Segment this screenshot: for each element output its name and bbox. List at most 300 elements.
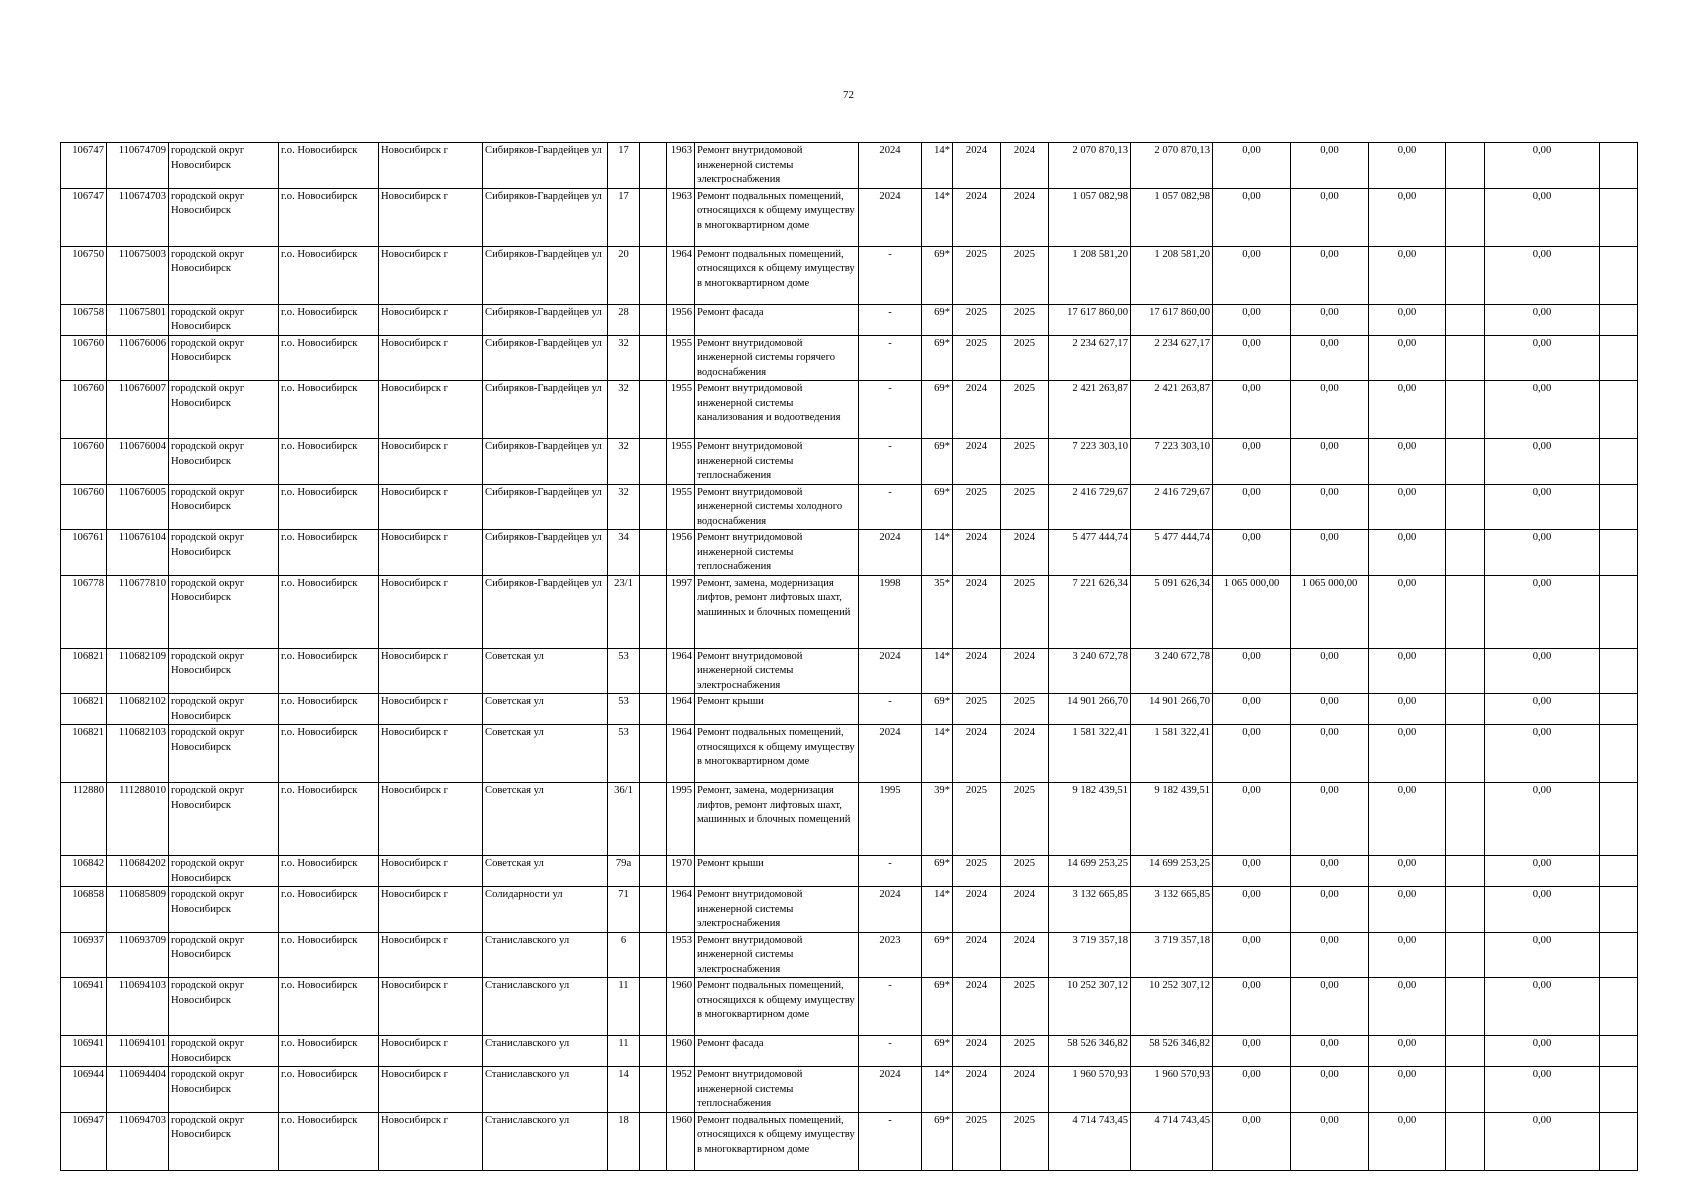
cell-street: Советская ул: [483, 694, 608, 725]
cell-year-built: 1955: [667, 335, 695, 381]
cell-plan-start: 2024: [953, 530, 1001, 576]
cell-work-type: Ремонт подвальных помещений, относящихся к общему имуществу в многоквартирном доме: [695, 1112, 859, 1170]
cell-municipality: г.о. Новосибирск: [279, 439, 379, 485]
cell-object-id: 110676007: [107, 381, 169, 439]
cell-house-number: 36/1: [608, 783, 640, 856]
cell-wear-percent: 69*: [922, 694, 953, 725]
cell-building: [640, 978, 667, 1036]
cell-year-overhaul: 2024: [859, 1067, 922, 1113]
cell-subsidy-local: 0,00: [1369, 335, 1446, 381]
cell-plan-start: 2025: [953, 335, 1001, 381]
cell-subsidy-federal: 0,00: [1213, 1036, 1291, 1067]
cell-subsidy-local: 0,00: [1369, 932, 1446, 978]
cell-district: городской округ Новосибирск: [169, 1036, 279, 1067]
cell-wear-percent: 69*: [922, 381, 953, 439]
cell-work-type: Ремонт внутридомовой инженерной системы горячего водоснабжения: [695, 335, 859, 381]
cell-fund-amount: 14 699 253,25: [1131, 856, 1213, 887]
cell-plan-start: 2025: [953, 1112, 1001, 1170]
cell-house-id: 106947: [61, 1112, 107, 1170]
cell-note: [1600, 575, 1638, 648]
table-row: [61, 1067, 1638, 1113]
cell-plan-start: 2025: [953, 484, 1001, 530]
cell-owners-funds: 0,00: [1485, 694, 1600, 725]
cell-subsidy-federal: 0,00: [1213, 856, 1291, 887]
cell-house-number: 17: [608, 143, 640, 189]
cell-fund-amount: 9 182 439,51: [1131, 783, 1213, 856]
cell-fund-amount: 1 057 082,98: [1131, 188, 1213, 246]
cell-reserve: [1446, 783, 1485, 856]
cell-subsidy-federal: 0,00: [1213, 381, 1291, 439]
cell-owners-funds: 0,00: [1485, 783, 1600, 856]
cell-building: [640, 1036, 667, 1067]
cell-owners-funds: 0,00: [1485, 648, 1600, 694]
table-row: [61, 143, 1638, 189]
table-row: [61, 648, 1638, 694]
cell-reserve: [1446, 725, 1485, 783]
cell-reserve: [1446, 335, 1485, 381]
cell-house-number: 6: [608, 932, 640, 978]
cell-owners-funds: 0,00: [1485, 188, 1600, 246]
cell-plan-end: 2024: [1001, 188, 1049, 246]
cell-house-number: 14: [608, 1067, 640, 1113]
cell-plan-end: 2025: [1001, 575, 1049, 648]
cell-district: городской округ Новосибирск: [169, 978, 279, 1036]
cell-year-built: 1964: [667, 648, 695, 694]
cell-city: Новосибирск г: [379, 1067, 483, 1113]
cell-municipality: г.о. Новосибирск: [279, 1036, 379, 1067]
repair-program-table: [60, 142, 1638, 1171]
cell-reserve: [1446, 246, 1485, 304]
cell-reserve: [1446, 484, 1485, 530]
cell-year-overhaul: 2024: [859, 725, 922, 783]
cell-wear-percent: 69*: [922, 304, 953, 335]
cell-subsidy-regional: 0,00: [1291, 1036, 1369, 1067]
cell-owners-funds: 0,00: [1485, 143, 1600, 189]
cell-house-number: 32: [608, 484, 640, 530]
cell-total-cost: 1 581 322,41: [1049, 725, 1131, 783]
cell-object-id: 110676104: [107, 530, 169, 576]
cell-subsidy-local: 0,00: [1369, 575, 1446, 648]
cell-building: [640, 887, 667, 933]
table-row: [61, 439, 1638, 485]
cell-fund-amount: 5 091 626,34: [1131, 575, 1213, 648]
cell-subsidy-regional: 0,00: [1291, 381, 1369, 439]
cell-subsidy-regional: 0,00: [1291, 856, 1369, 887]
cell-plan-start: 2025: [953, 246, 1001, 304]
cell-plan-end: 2025: [1001, 978, 1049, 1036]
cell-work-type: Ремонт внутридомовой инженерной системы теплоснабжения: [695, 530, 859, 576]
table-row: [61, 381, 1638, 439]
cell-object-id: 110694101: [107, 1036, 169, 1067]
cell-owners-funds: 0,00: [1485, 1067, 1600, 1113]
cell-plan-end: 2024: [1001, 725, 1049, 783]
cell-object-id: 110675801: [107, 304, 169, 335]
cell-plan-end: 2025: [1001, 783, 1049, 856]
cell-city: Новосибирск г: [379, 381, 483, 439]
cell-note: [1600, 304, 1638, 335]
cell-building: [640, 1112, 667, 1170]
cell-plan-start: 2025: [953, 694, 1001, 725]
cell-plan-end: 2025: [1001, 335, 1049, 381]
cell-fund-amount: 14 901 266,70: [1131, 694, 1213, 725]
cell-reserve: [1446, 530, 1485, 576]
cell-year-overhaul: -: [859, 439, 922, 485]
cell-city: Новосибирск г: [379, 530, 483, 576]
cell-subsidy-local: 0,00: [1369, 856, 1446, 887]
cell-house-number: 53: [608, 725, 640, 783]
cell-municipality: г.о. Новосибирск: [279, 856, 379, 887]
cell-object-id: 110684202: [107, 856, 169, 887]
cell-plan-start: 2024: [953, 575, 1001, 648]
cell-year-built: 1953: [667, 932, 695, 978]
cell-plan-end: 2025: [1001, 246, 1049, 304]
cell-city: Новосибирск г: [379, 978, 483, 1036]
cell-year-overhaul: 1995: [859, 783, 922, 856]
cell-city: Новосибирск г: [379, 1112, 483, 1170]
cell-work-type: Ремонт фасада: [695, 304, 859, 335]
cell-year-built: 1970: [667, 856, 695, 887]
cell-year-built: 1960: [667, 1036, 695, 1067]
cell-house-number: 23/1: [608, 575, 640, 648]
cell-subsidy-federal: 0,00: [1213, 648, 1291, 694]
cell-year-overhaul: -: [859, 381, 922, 439]
cell-district: городской округ Новосибирск: [169, 530, 279, 576]
cell-subsidy-regional: 0,00: [1291, 1067, 1369, 1113]
cell-wear-percent: 14*: [922, 725, 953, 783]
cell-total-cost: 5 477 444,74: [1049, 530, 1131, 576]
cell-street: Сибиряков-Гвардейцев ул: [483, 381, 608, 439]
cell-house-number: 53: [608, 648, 640, 694]
cell-plan-end: 2024: [1001, 530, 1049, 576]
cell-municipality: г.о. Новосибирск: [279, 530, 379, 576]
cell-work-type: Ремонт подвальных помещений, относящихся к общему имуществу в многоквартирном доме: [695, 978, 859, 1036]
cell-subsidy-federal: 0,00: [1213, 978, 1291, 1036]
cell-wear-percent: 69*: [922, 978, 953, 1036]
cell-plan-end: 2025: [1001, 1112, 1049, 1170]
cell-subsidy-local: 0,00: [1369, 725, 1446, 783]
cell-subsidy-local: 0,00: [1369, 978, 1446, 1036]
cell-owners-funds: 0,00: [1485, 887, 1600, 933]
cell-wear-percent: 35*: [922, 575, 953, 648]
cell-reserve: [1446, 1036, 1485, 1067]
cell-note: [1600, 335, 1638, 381]
cell-owners-funds: 0,00: [1485, 304, 1600, 335]
cell-city: Новосибирск г: [379, 694, 483, 725]
cell-plan-end: 2025: [1001, 694, 1049, 725]
cell-note: [1600, 530, 1638, 576]
cell-year-built: 1964: [667, 246, 695, 304]
cell-fund-amount: 2 234 627,17: [1131, 335, 1213, 381]
table-row: [61, 783, 1638, 856]
cell-subsidy-federal: 0,00: [1213, 439, 1291, 485]
cell-object-id: 110685809: [107, 887, 169, 933]
cell-year-built: 1956: [667, 530, 695, 576]
table-body: [61, 143, 1638, 1171]
cell-city: Новосибирск г: [379, 783, 483, 856]
cell-work-type: Ремонт внутридомовой инженерной системы холодного водоснабжения: [695, 484, 859, 530]
cell-building: [640, 1067, 667, 1113]
cell-fund-amount: 5 477 444,74: [1131, 530, 1213, 576]
cell-year-overhaul: 2024: [859, 530, 922, 576]
cell-district: городской округ Новосибирск: [169, 381, 279, 439]
cell-house-id: 106858: [61, 887, 107, 933]
cell-object-id: 110674703: [107, 188, 169, 246]
cell-reserve: [1446, 439, 1485, 485]
cell-plan-end: 2025: [1001, 856, 1049, 887]
cell-house-id: 106778: [61, 575, 107, 648]
cell-year-built: 1955: [667, 381, 695, 439]
cell-reserve: [1446, 856, 1485, 887]
cell-subsidy-regional: 0,00: [1291, 694, 1369, 725]
cell-total-cost: 3 240 672,78: [1049, 648, 1131, 694]
cell-work-type: Ремонт крыши: [695, 694, 859, 725]
cell-reserve: [1446, 1112, 1485, 1170]
cell-municipality: г.о. Новосибирск: [279, 783, 379, 856]
cell-street: Сибиряков-Гвардейцев ул: [483, 143, 608, 189]
cell-year-overhaul: 1998: [859, 575, 922, 648]
cell-street: Солидарности ул: [483, 887, 608, 933]
cell-street: Сибиряков-Гвардейцев ул: [483, 188, 608, 246]
cell-house-id: 106747: [61, 188, 107, 246]
cell-subsidy-local: 0,00: [1369, 188, 1446, 246]
cell-note: [1600, 1036, 1638, 1067]
cell-total-cost: 17 617 860,00: [1049, 304, 1131, 335]
cell-object-id: 110694404: [107, 1067, 169, 1113]
cell-year-built: 1955: [667, 484, 695, 530]
cell-plan-end: 2024: [1001, 887, 1049, 933]
cell-street: Сибиряков-Гвардейцев ул: [483, 335, 608, 381]
cell-work-type: Ремонт внутридомовой инженерной системы электроснабжения: [695, 932, 859, 978]
cell-street: Советская ул: [483, 783, 608, 856]
cell-district: городской округ Новосибирск: [169, 143, 279, 189]
cell-street: Сибиряков-Гвардейцев ул: [483, 484, 608, 530]
cell-year-overhaul: 2024: [859, 648, 922, 694]
cell-building: [640, 381, 667, 439]
cell-plan-end: 2024: [1001, 143, 1049, 189]
cell-municipality: г.о. Новосибирск: [279, 694, 379, 725]
cell-note: [1600, 783, 1638, 856]
cell-note: [1600, 932, 1638, 978]
cell-district: городской округ Новосибирск: [169, 887, 279, 933]
cell-municipality: г.о. Новосибирск: [279, 246, 379, 304]
cell-wear-percent: 69*: [922, 484, 953, 530]
cell-note: [1600, 887, 1638, 933]
cell-house-id: 106821: [61, 648, 107, 694]
cell-municipality: г.о. Новосибирск: [279, 887, 379, 933]
cell-object-id: 110675003: [107, 246, 169, 304]
cell-owners-funds: 0,00: [1485, 335, 1600, 381]
cell-subsidy-regional: 0,00: [1291, 188, 1369, 246]
cell-wear-percent: 14*: [922, 188, 953, 246]
cell-note: [1600, 381, 1638, 439]
cell-city: Новосибирск г: [379, 143, 483, 189]
cell-note: [1600, 648, 1638, 694]
cell-plan-end: 2025: [1001, 1036, 1049, 1067]
cell-fund-amount: 10 252 307,12: [1131, 978, 1213, 1036]
cell-subsidy-local: 0,00: [1369, 1036, 1446, 1067]
cell-work-type: Ремонт внутридомовой инженерной системы теплоснабжения: [695, 1067, 859, 1113]
table-row: [61, 1112, 1638, 1170]
cell-building: [640, 694, 667, 725]
cell-subsidy-federal: 0,00: [1213, 484, 1291, 530]
cell-wear-percent: 69*: [922, 335, 953, 381]
cell-object-id: 110682102: [107, 694, 169, 725]
cell-wear-percent: 14*: [922, 887, 953, 933]
cell-house-id: 106758: [61, 304, 107, 335]
cell-street: Станиславского ул: [483, 978, 608, 1036]
cell-year-overhaul: -: [859, 246, 922, 304]
cell-object-id: 110694703: [107, 1112, 169, 1170]
cell-plan-start: 2024: [953, 143, 1001, 189]
cell-total-cost: 2 070 870,13: [1049, 143, 1131, 189]
cell-street: Сибиряков-Гвардейцев ул: [483, 575, 608, 648]
cell-reserve: [1446, 575, 1485, 648]
cell-work-type: Ремонт подвальных помещений, относящихся к общему имуществу в многоквартирном доме: [695, 188, 859, 246]
cell-year-overhaul: -: [859, 856, 922, 887]
cell-plan-start: 2024: [953, 725, 1001, 783]
cell-total-cost: 2 421 263,87: [1049, 381, 1131, 439]
cell-street: Сибиряков-Гвардейцев ул: [483, 530, 608, 576]
cell-owners-funds: 0,00: [1485, 575, 1600, 648]
cell-house-id: 106821: [61, 725, 107, 783]
cell-work-type: Ремонт внутридомовой инженерной системы электроснабжения: [695, 887, 859, 933]
cell-building: [640, 246, 667, 304]
cell-total-cost: 4 714 743,45: [1049, 1112, 1131, 1170]
table-row: [61, 304, 1638, 335]
cell-subsidy-local: 0,00: [1369, 484, 1446, 530]
cell-total-cost: 14 699 253,25: [1049, 856, 1131, 887]
cell-total-cost: 7 221 626,34: [1049, 575, 1131, 648]
cell-fund-amount: 4 714 743,45: [1131, 1112, 1213, 1170]
cell-fund-amount: 1 960 570,93: [1131, 1067, 1213, 1113]
cell-plan-start: 2025: [953, 783, 1001, 856]
cell-year-overhaul: 2024: [859, 188, 922, 246]
cell-subsidy-regional: 0,00: [1291, 304, 1369, 335]
cell-note: [1600, 978, 1638, 1036]
cell-total-cost: 1 208 581,20: [1049, 246, 1131, 304]
cell-building: [640, 648, 667, 694]
cell-work-type: Ремонт внутридомовой инженерной системы электроснабжения: [695, 143, 859, 189]
cell-work-type: Ремонт фасада: [695, 1036, 859, 1067]
cell-plan-start: 2024: [953, 1067, 1001, 1113]
cell-subsidy-local: 0,00: [1369, 439, 1446, 485]
cell-plan-start: 2024: [953, 381, 1001, 439]
cell-building: [640, 143, 667, 189]
cell-owners-funds: 0,00: [1485, 725, 1600, 783]
cell-subsidy-regional: 0,00: [1291, 530, 1369, 576]
cell-owners-funds: 0,00: [1485, 530, 1600, 576]
cell-city: Новосибирск г: [379, 188, 483, 246]
cell-year-overhaul: 2024: [859, 887, 922, 933]
cell-work-type: Ремонт подвальных помещений, относящихся к общему имуществу в многоквартирном доме: [695, 246, 859, 304]
cell-total-cost: 2 416 729,67: [1049, 484, 1131, 530]
cell-year-overhaul: -: [859, 335, 922, 381]
cell-house-id: 106747: [61, 143, 107, 189]
cell-municipality: г.о. Новосибирск: [279, 143, 379, 189]
cell-plan-start: 2024: [953, 978, 1001, 1036]
cell-district: городской округ Новосибирск: [169, 439, 279, 485]
cell-house-number: 11: [608, 1036, 640, 1067]
cell-subsidy-local: 0,00: [1369, 381, 1446, 439]
cell-plan-end: 2025: [1001, 484, 1049, 530]
cell-subsidy-regional: 0,00: [1291, 1112, 1369, 1170]
cell-subsidy-regional: 0,00: [1291, 143, 1369, 189]
cell-house-number: 53: [608, 694, 640, 725]
table-row: [61, 725, 1638, 783]
cell-street: Сибиряков-Гвардейцев ул: [483, 304, 608, 335]
cell-subsidy-federal: 0,00: [1213, 530, 1291, 576]
cell-wear-percent: 69*: [922, 1112, 953, 1170]
cell-subsidy-regional: 0,00: [1291, 725, 1369, 783]
cell-house-number: 28: [608, 304, 640, 335]
cell-total-cost: 2 234 627,17: [1049, 335, 1131, 381]
cell-year-built: 1960: [667, 978, 695, 1036]
cell-plan-start: 2024: [953, 439, 1001, 485]
cell-plan-start: 2024: [953, 887, 1001, 933]
table-row: [61, 335, 1638, 381]
cell-year-built: 1960: [667, 1112, 695, 1170]
cell-total-cost: 58 526 346,82: [1049, 1036, 1131, 1067]
cell-reserve: [1446, 694, 1485, 725]
cell-subsidy-federal: 0,00: [1213, 725, 1291, 783]
cell-house-id: 106750: [61, 246, 107, 304]
cell-wear-percent: 14*: [922, 143, 953, 189]
cell-owners-funds: 0,00: [1485, 978, 1600, 1036]
cell-subsidy-local: 0,00: [1369, 246, 1446, 304]
cell-note: [1600, 439, 1638, 485]
cell-building: [640, 530, 667, 576]
cell-subsidy-federal: 0,00: [1213, 694, 1291, 725]
cell-plan-start: 2025: [953, 856, 1001, 887]
cell-city: Новосибирск г: [379, 648, 483, 694]
cell-subsidy-federal: 0,00: [1213, 143, 1291, 189]
cell-municipality: г.о. Новосибирск: [279, 484, 379, 530]
table-row: [61, 530, 1638, 576]
cell-district: городской округ Новосибирск: [169, 856, 279, 887]
cell-house-id: 106941: [61, 978, 107, 1036]
cell-house-number: 79а: [608, 856, 640, 887]
cell-object-id: 110676004: [107, 439, 169, 485]
cell-subsidy-regional: 0,00: [1291, 439, 1369, 485]
cell-total-cost: 1 960 570,93: [1049, 1067, 1131, 1113]
cell-house-id: 106937: [61, 932, 107, 978]
cell-building: [640, 575, 667, 648]
cell-object-id: 110676006: [107, 335, 169, 381]
cell-year-built: 1963: [667, 188, 695, 246]
cell-subsidy-local: 0,00: [1369, 694, 1446, 725]
cell-fund-amount: 17 617 860,00: [1131, 304, 1213, 335]
cell-subsidy-regional: 1 065 000,00: [1291, 575, 1369, 648]
cell-subsidy-regional: 0,00: [1291, 978, 1369, 1036]
table-row: [61, 484, 1638, 530]
cell-fund-amount: 3 719 357,18: [1131, 932, 1213, 978]
cell-object-id: 110694103: [107, 978, 169, 1036]
cell-note: [1600, 694, 1638, 725]
cell-house-id: 106760: [61, 484, 107, 530]
cell-house-id: 112880: [61, 783, 107, 856]
cell-object-id: 110682109: [107, 648, 169, 694]
cell-note: [1600, 246, 1638, 304]
cell-year-overhaul: 2024: [859, 143, 922, 189]
cell-fund-amount: 1 208 581,20: [1131, 246, 1213, 304]
cell-work-type: Ремонт подвальных помещений, относящихся к общему имуществу в многоквартирном доме: [695, 725, 859, 783]
cell-wear-percent: 69*: [922, 932, 953, 978]
cell-reserve: [1446, 978, 1485, 1036]
cell-wear-percent: 69*: [922, 856, 953, 887]
cell-city: Новосибирск г: [379, 246, 483, 304]
cell-owners-funds: 0,00: [1485, 856, 1600, 887]
cell-subsidy-federal: 0,00: [1213, 932, 1291, 978]
